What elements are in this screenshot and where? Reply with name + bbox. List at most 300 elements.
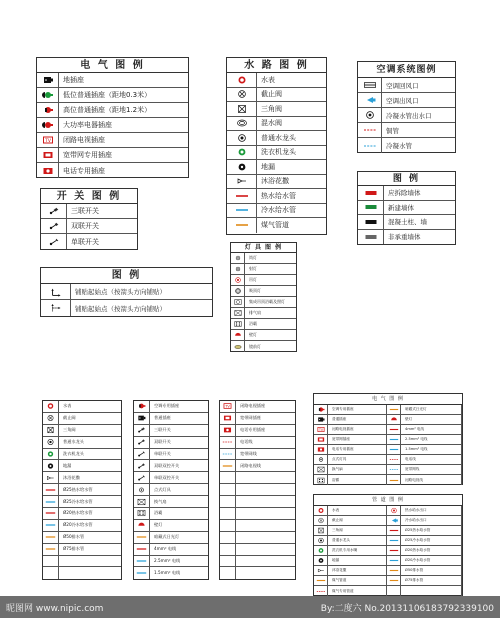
ac-row [358, 93, 455, 108]
table-row [314, 586, 462, 596]
lighting-row [231, 330, 296, 341]
table-row [314, 506, 462, 516]
water-row [227, 204, 326, 219]
floor-socket-icon [314, 415, 328, 424]
grid-label: 宽带网插座 [240, 415, 261, 421]
table-cell-label: Ø25冷水给水管 [401, 536, 462, 545]
table-row [314, 516, 462, 526]
shower-icon [227, 175, 257, 189]
water-row [227, 175, 326, 190]
empty-cell [220, 544, 236, 555]
floor-drain-icon [314, 556, 328, 565]
faucet-icon [227, 131, 257, 145]
water-symbol-grid [42, 400, 122, 580]
grid-label: Ø25冷水给水管 [63, 498, 93, 504]
stop-valve-icon [227, 88, 257, 102]
table-row [314, 526, 462, 536]
grid-row [134, 567, 208, 579]
shower-icon [43, 472, 59, 483]
phone-socket-icon [314, 445, 328, 454]
grid-row [220, 520, 295, 532]
table-cell-label: 地漏 [328, 556, 387, 565]
phone-socket-icon [220, 425, 236, 436]
grid-label: 闭路电视线 [240, 462, 261, 468]
walls-label: 混凝土柱、墙 [388, 218, 427, 227]
grid-row [134, 532, 208, 544]
empty-cell [220, 496, 236, 507]
wall-lamp-icon [231, 330, 245, 340]
floor-drain-icon [227, 160, 257, 174]
empty-cell [220, 508, 236, 519]
washer-faucet-icon [43, 449, 59, 460]
lighting-legend [230, 242, 297, 352]
hot-pipe-icon [387, 425, 401, 434]
tiling-legend-title: 图 例 [41, 268, 212, 284]
table-cell-label: 沐浴花撒 [328, 566, 387, 575]
lighting-row [231, 275, 296, 286]
electrical-legend [36, 57, 189, 178]
table-cell-label: 暗藏式日光灯 [401, 405, 462, 414]
ac-legend-title: 空调系统图例 [358, 62, 455, 78]
grid-label: 1.5mm² 电线 [154, 570, 181, 576]
empty-cell [220, 520, 236, 531]
grid-label: 电话专用插座 [240, 427, 266, 433]
grid-label: Ø75排水管 [63, 546, 85, 552]
electrical-label: 电话专用插座 [63, 166, 105, 175]
gas-pipe-icon [43, 544, 59, 555]
electrical-row [37, 163, 188, 178]
pendant-icon [387, 506, 401, 515]
shower-icon [314, 566, 328, 575]
cold-pipe-icon [387, 435, 401, 444]
grid-row [220, 449, 295, 461]
table-cell-label [401, 586, 462, 596]
hot-pipe-icon [227, 189, 257, 203]
supply-vent-icon [387, 516, 401, 525]
tiling-label: 铺贴起始点（按箭头方向铺贴） [75, 304, 166, 313]
double-switch-icon [41, 219, 67, 233]
water-label: 冷水给水管 [261, 206, 296, 215]
empty-cell [43, 556, 59, 567]
grid-row [43, 472, 121, 484]
table-row [314, 566, 462, 576]
empty-cell [220, 472, 236, 483]
grid-row [220, 567, 295, 579]
condensate-pipe-icon [220, 449, 236, 460]
grid-row [43, 532, 121, 544]
table-cell-label: 截止阀 [328, 516, 387, 525]
stop-valve-icon [43, 413, 59, 424]
switches-label: 单联开关 [71, 237, 99, 246]
water-row [227, 88, 326, 103]
switches-row [41, 204, 137, 219]
table-row [314, 445, 462, 455]
lighting-row [231, 264, 296, 275]
water-label: 地漏 [261, 162, 275, 171]
electrical-label: 地插座 [63, 76, 84, 84]
cold-pipe-icon [387, 445, 401, 454]
empty-cell [43, 567, 59, 579]
cold-pipe-icon [43, 520, 59, 531]
grid-row [220, 425, 295, 437]
high-socket-icon [134, 401, 150, 412]
grid-row [134, 520, 208, 532]
grid-label: Ø50排水管 [63, 534, 85, 540]
grid-row [134, 460, 208, 472]
grid-row [43, 508, 121, 520]
ac-row [358, 78, 455, 93]
high-socket-icon [314, 405, 328, 414]
lighting-label: 集成吊顶浴霸及照灯 [249, 299, 285, 304]
switches-row [41, 234, 137, 249]
wall-lamp-icon [134, 520, 150, 531]
tv-socket-icon [314, 425, 328, 434]
empty-cell [387, 586, 401, 596]
exhaust-fan-icon [134, 496, 150, 507]
ac-label: 冷凝水管出水口 [386, 111, 432, 120]
spotlight-icon [231, 264, 245, 274]
electrical-row [37, 148, 188, 163]
grid-label: 宽带网线 [240, 451, 257, 456]
table-row [314, 465, 462, 475]
svg-text:TV: TV [225, 405, 230, 410]
grid-label: 壁灯 [154, 522, 163, 528]
table-cell-label: Ø20冷水给水管 [401, 556, 462, 565]
water-row [227, 117, 326, 132]
grid-label: 浴霸 [154, 510, 163, 516]
high-power-socket-icon [37, 118, 59, 132]
bath-heater-icon [231, 297, 245, 307]
lighting-label: 筒灯 [249, 255, 257, 260]
switch-legend-title: 开 关 图 例 [41, 189, 137, 204]
water-label: 水表 [261, 75, 275, 84]
gas-pipe-icon [220, 460, 236, 471]
grid-label: 三角阀 [63, 427, 76, 433]
table-cell-label: 浴霸 [328, 475, 387, 485]
network-socket-icon [220, 413, 236, 424]
grid-row [220, 508, 295, 520]
heater-icon [314, 475, 328, 485]
walls-row [358, 215, 455, 230]
table-cell-label: 4mm² 电线 [401, 425, 462, 434]
table-cell-label: 1.5mm² 电线 [401, 445, 462, 454]
water-label: 混水阀 [261, 119, 282, 128]
pendant-icon [231, 275, 245, 285]
gas-pipe-icon [43, 532, 59, 543]
electrical-symbol-grid [133, 400, 209, 580]
ac-label: 空调出风口 [386, 96, 419, 105]
lighting-row [231, 341, 296, 352]
grid-row [134, 484, 208, 496]
exhaust-fan-icon [231, 308, 245, 318]
grid-label: 双联开关 [154, 439, 171, 445]
grid-label: Ø20热水给水管 [63, 510, 93, 516]
table-cell-label: 闭路电视线 [401, 475, 462, 485]
water-row [227, 131, 326, 146]
walls-row [358, 230, 455, 245]
grid-row [43, 449, 121, 461]
downlight-icon [231, 253, 245, 263]
grid-label: 电话线 [240, 439, 253, 445]
new-wall-icon [358, 201, 384, 215]
grid-row [134, 437, 208, 449]
grid-row [43, 520, 121, 532]
electrical-table-title: 电 气 图 例 [314, 394, 462, 405]
electrical-legend-title: 电 气 图 例 [37, 58, 188, 73]
grid-row [134, 425, 208, 437]
gas-pipe-icon [227, 218, 257, 233]
grid-row [134, 401, 208, 413]
switches-label: 三联开关 [71, 207, 99, 215]
grid-row [134, 556, 208, 568]
network-socket-icon [37, 148, 59, 162]
water-label: 截止阀 [261, 90, 282, 99]
ac-legend [357, 61, 456, 153]
grid-label: Ø25热水给水管 [63, 486, 93, 492]
hot-pipe-icon [43, 508, 59, 519]
condensate-outlet-icon [358, 108, 382, 122]
wall-legend [357, 171, 456, 245]
ac-label: 空调回风口 [386, 81, 419, 90]
empty-cell [220, 484, 236, 495]
table-cell-label: 宽带网线 [401, 465, 462, 474]
watermark-footer [0, 596, 500, 618]
gas-pipe-icon [314, 576, 328, 585]
table-cell-label: Ø20热水给水管 [401, 546, 462, 555]
gas-pipe-icon [387, 405, 401, 414]
water-meter-icon [314, 506, 328, 515]
condensate-pipe-icon [358, 138, 382, 153]
electrical-label: 大功率电器插座 [63, 121, 112, 129]
water-label: 三角阀 [261, 104, 282, 113]
grid-row [43, 425, 121, 437]
lighting-label: 射灯 [249, 266, 257, 271]
grid-row [43, 437, 121, 449]
table-row [314, 536, 462, 546]
switches-row [41, 219, 137, 234]
network-socket-icon [314, 435, 328, 444]
table-cell-label: 宽带网插座 [328, 435, 387, 444]
hot-pipe-icon [387, 546, 401, 555]
electrical-row [37, 133, 188, 148]
table-cell-label: 冷水给水出口 [401, 516, 462, 525]
floor-drain-icon [43, 460, 59, 471]
condensate-pipe-icon [387, 465, 401, 474]
grid-label: 换气扇 [154, 498, 167, 504]
grid-label: 水表 [63, 403, 72, 409]
switches-label: 双联开关 [71, 222, 99, 230]
electrical-row [37, 118, 188, 133]
single-switch-icon [134, 449, 150, 460]
electrical-row [37, 73, 188, 88]
cold-pipe-icon [387, 536, 401, 545]
electrical-label: 闭路电视插座 [63, 136, 105, 144]
table-cell-label: 点式灯具 [328, 455, 387, 464]
lighting-label: 吊灯 [249, 277, 257, 282]
double-switch-icon [134, 460, 150, 471]
washer-faucet-icon [227, 146, 257, 160]
floor-socket-icon [37, 73, 59, 87]
mixing-valve-icon [227, 117, 257, 131]
table-cell-label: Ø50排水管 [401, 566, 462, 575]
water-meter-icon [227, 73, 257, 87]
grid-row [43, 484, 121, 496]
table-cell-label: 普通水龙头 [328, 536, 387, 545]
grid-row [220, 472, 295, 484]
lighting-label: 浴霸 [249, 321, 257, 326]
grid-label: 地漏 [63, 462, 72, 468]
empty-cell [220, 567, 236, 579]
water-label: 普通水龙头 [261, 133, 296, 142]
svg-text:TV: TV [44, 139, 51, 144]
double-switch-icon [134, 437, 150, 448]
ceiling-light-icon [231, 286, 245, 296]
grid-row [134, 508, 208, 520]
high-socket-icon [37, 103, 59, 117]
water-label: 洗衣机龙头 [261, 148, 296, 157]
table-row [314, 415, 462, 425]
angle-valve-icon [314, 526, 328, 535]
table-cell-label: 热水给水出口 [401, 506, 462, 515]
gas-pipe-icon [134, 532, 150, 543]
floor-socket-icon [134, 413, 150, 424]
triple-switch-icon [41, 204, 67, 218]
ac-row [358, 108, 455, 123]
svg-text:TV: TV [318, 427, 323, 432]
angle-valve-icon [227, 102, 257, 116]
lighting-row [231, 286, 296, 297]
grid-label: 4mm² 电线 [154, 546, 177, 552]
grid-label: 三联开关 [154, 427, 171, 433]
ac-label: 铜管 [386, 126, 399, 135]
electrical-row [37, 88, 188, 103]
demolish-wall-icon [358, 186, 384, 200]
walls-row [358, 186, 455, 201]
table-cell-label: 换气扇 [328, 465, 387, 474]
table-cell-label: 闭路电视插座 [328, 425, 387, 434]
gas-pipe-icon [387, 475, 401, 485]
water-row [227, 102, 326, 117]
ac-row [358, 138, 455, 153]
faucet-icon [43, 437, 59, 448]
grid-row [43, 496, 121, 508]
electrical-row [37, 103, 188, 118]
table-cell-label: Ø25热水给水管 [401, 526, 462, 535]
hot-pipe-icon [134, 544, 150, 555]
grid-row [43, 413, 121, 425]
water-legend-title: 水 路 图 例 [227, 58, 326, 73]
exhaust-fan-icon [314, 465, 328, 474]
grid-row [43, 401, 121, 413]
lighting-row [231, 319, 296, 330]
grid-row [43, 460, 121, 472]
water-row [227, 146, 326, 161]
grid-row [220, 544, 295, 556]
phone-socket-icon [37, 163, 59, 178]
gas-pipe-icon [387, 566, 401, 575]
grid-label: 洗衣机龙头 [63, 451, 84, 456]
stop-valve-icon [314, 516, 328, 525]
switch-legend [40, 188, 138, 250]
grid-row [43, 567, 121, 579]
grid-label: 普通插座 [154, 415, 171, 421]
table-row [314, 556, 462, 566]
water-meter-icon [43, 401, 59, 412]
electrical-label: 宽带网专用插座 [63, 151, 112, 159]
lighting-row [231, 253, 296, 264]
copper-pipe-icon [314, 586, 328, 596]
lighting-row [231, 297, 296, 308]
water-row [227, 73, 326, 88]
lighting-label: 壁灯 [249, 332, 257, 337]
cold-pipe-icon [227, 204, 257, 218]
lighting-label: 吸顶灯 [249, 288, 261, 293]
table-cell-label: 空调专用插座 [328, 405, 387, 414]
hot-pipe-icon [387, 526, 401, 535]
table-cell-label: 三角阀 [328, 526, 387, 535]
cold-pipe-icon [134, 567, 150, 579]
return-vent-icon [358, 78, 382, 92]
grid-row [134, 544, 208, 556]
grid-label: 暗藏式日光灯 [154, 534, 180, 540]
grid-label: 截止阀 [63, 415, 76, 421]
grid-label: 双联双控开关 [154, 462, 180, 468]
wall-lamp-icon [387, 415, 401, 424]
empty-cell [220, 532, 236, 543]
table-row [314, 435, 462, 445]
copper-pipe-icon [358, 123, 382, 137]
grid-row [220, 496, 295, 508]
grid-label: 单联开关 [154, 451, 171, 456]
hot-pipe-icon [43, 484, 59, 495]
grid-row [43, 556, 121, 568]
grid-row [43, 544, 121, 556]
grid-row [220, 556, 295, 568]
downlight-icon [314, 455, 328, 464]
grid-row [220, 484, 295, 496]
water-label: 沐浴花撒 [261, 177, 289, 186]
electrical-label: 高位普通插座（距地1.2米） [63, 106, 152, 114]
grid-row [220, 460, 295, 472]
cold-pipe-icon [134, 556, 150, 567]
grid-label: 普通水龙头 [63, 439, 84, 445]
walls-row [358, 201, 455, 216]
gas-pipe-icon [387, 576, 401, 585]
grid-label: Ø20冷水给水管 [63, 522, 93, 528]
supply-vent-icon [358, 93, 382, 107]
cold-pipe-icon [387, 556, 401, 565]
copper-pipe-icon [220, 437, 236, 448]
watermark-right: By:二度六 No.20131106183792339100 [320, 603, 494, 614]
water-label: 热水给水管 [261, 191, 296, 200]
table-cell-label: 普通插座 [328, 415, 387, 424]
electrical-label: 低位普通插座（距地0.3米） [63, 91, 152, 99]
single-switch-icon [41, 234, 67, 249]
non-bearing-wall-icon [358, 230, 384, 245]
tiling-start-icon-2 [41, 300, 71, 316]
water-legend [226, 57, 327, 235]
tv-socket-icon [37, 133, 59, 147]
grid-label: 沐浴花撒 [63, 474, 80, 480]
ac-row [358, 123, 455, 138]
table-cell-label: 水表 [328, 506, 387, 515]
table-row [314, 546, 462, 556]
triple-switch-icon [134, 425, 150, 436]
grid-label: 闭路电视插座 [240, 403, 266, 409]
grid-row [134, 413, 208, 425]
lighting-row [231, 308, 296, 319]
tv-socket-icon [220, 401, 236, 412]
